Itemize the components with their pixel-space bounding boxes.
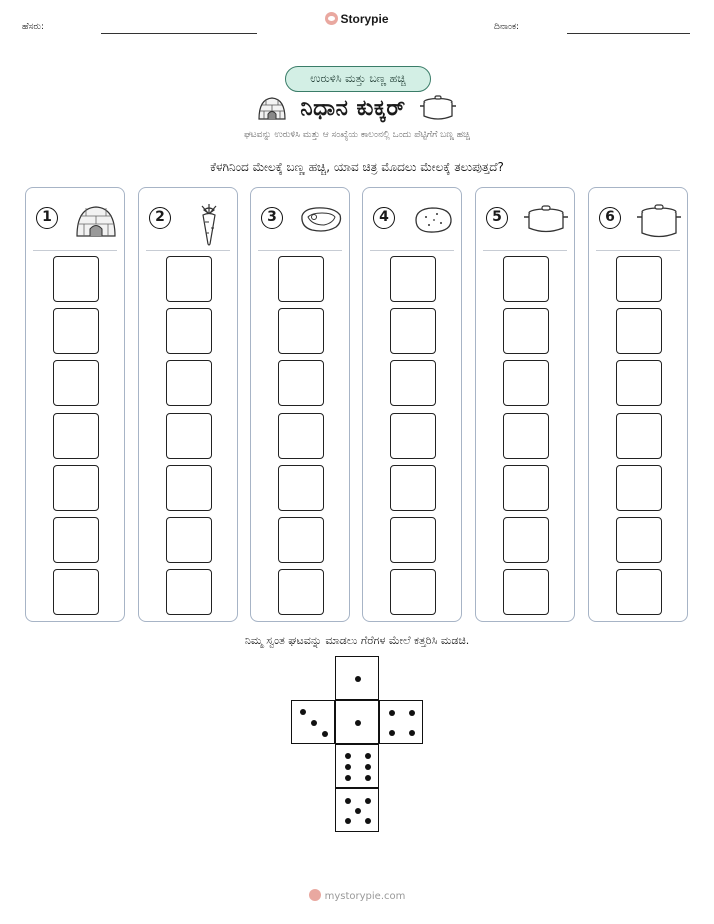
die-face-1 <box>335 656 379 700</box>
color-box[interactable] <box>503 517 549 563</box>
color-box[interactable] <box>166 256 212 302</box>
die-face-1 <box>335 700 379 744</box>
potato-icon <box>408 202 458 238</box>
color-box[interactable] <box>616 360 662 406</box>
die-face-3 <box>291 700 335 744</box>
column-3 <box>250 187 350 622</box>
color-box[interactable] <box>390 256 436 302</box>
footer-url[interactable]: mystorypie.com <box>324 891 406 902</box>
color-box[interactable] <box>278 465 324 511</box>
die-pip <box>409 730 415 736</box>
column-1 <box>25 187 125 622</box>
color-box[interactable] <box>166 308 212 354</box>
color-box[interactable] <box>390 360 436 406</box>
footer <box>0 889 714 902</box>
brand-logo <box>0 12 714 26</box>
color-box[interactable] <box>166 413 212 459</box>
stock-pot-icon <box>634 202 684 238</box>
color-box[interactable] <box>53 569 99 615</box>
color-box[interactable] <box>390 465 436 511</box>
color-box[interactable] <box>616 256 662 302</box>
color-box[interactable] <box>278 256 324 302</box>
color-box[interactable] <box>503 413 549 459</box>
color-box[interactable] <box>503 360 549 406</box>
brand-name: Storypie <box>340 12 389 26</box>
die-pip <box>389 730 395 736</box>
color-box[interactable] <box>166 465 212 511</box>
name-label: ಹೆಸರು: <box>22 22 45 32</box>
column-number: 5 <box>486 207 508 229</box>
column-number: 3 <box>261 207 283 229</box>
date-label: ದಿನಾಂಕ: <box>494 22 520 32</box>
column-divider <box>483 250 567 251</box>
storypie-footer-icon <box>309 889 321 901</box>
column-6 <box>588 187 688 622</box>
column-5 <box>475 187 575 622</box>
die-pip <box>365 818 371 824</box>
die-pip <box>345 753 351 759</box>
column-divider <box>33 250 117 251</box>
carrot-icon <box>184 202 234 238</box>
color-box[interactable] <box>278 360 324 406</box>
column-divider <box>146 250 230 251</box>
column-divider <box>370 250 454 251</box>
color-box[interactable] <box>53 308 99 354</box>
color-box[interactable] <box>278 517 324 563</box>
die-instruction: ನಿಮ್ಮ ಸ್ವಂತ ಘಟವನ್ನು ಮಾಡಲು ಗೆರೆಗಳ ಮೇಲೆ ಕತ್ತರಿಸಿ ಮಡಚಿ. <box>244 634 470 647</box>
die-pip <box>322 731 328 737</box>
color-box[interactable] <box>616 517 662 563</box>
column-divider <box>596 250 680 251</box>
color-box[interactable] <box>616 465 662 511</box>
die-face-6 <box>335 744 379 788</box>
die-pip <box>389 710 395 716</box>
column-number: 2 <box>149 207 171 229</box>
activity-badge: ಉರುಳಿಸಿ ಮತ್ತು ಬಣ್ಣ ಹಚ್ಚಿ <box>285 66 431 92</box>
die-pip <box>365 775 371 781</box>
die-pip <box>345 764 351 770</box>
color-box[interactable] <box>166 517 212 563</box>
date-field[interactable] <box>567 33 690 34</box>
color-box[interactable] <box>616 413 662 459</box>
name-field[interactable] <box>101 33 257 34</box>
column-number: 6 <box>599 207 621 229</box>
color-box[interactable] <box>53 465 99 511</box>
color-box[interactable] <box>166 569 212 615</box>
die-pip <box>365 753 371 759</box>
die-pip <box>345 798 351 804</box>
color-box[interactable] <box>53 517 99 563</box>
color-box[interactable] <box>53 360 99 406</box>
color-box[interactable] <box>278 308 324 354</box>
die-pip <box>355 676 361 682</box>
die-face-4 <box>379 700 423 744</box>
color-box[interactable] <box>390 517 436 563</box>
igloo-icon <box>71 202 121 238</box>
column-divider <box>258 250 342 251</box>
die-pip <box>365 764 371 770</box>
color-box[interactable] <box>503 256 549 302</box>
color-box[interactable] <box>390 413 436 459</box>
color-box[interactable] <box>503 465 549 511</box>
instructions-subtitle: ಘಟವನ್ನು ಉರುಳಿಸಿ ಮತ್ತು ಆ ಸಂಖ್ಯೆಯ ಕಾಲಂನಲ್ಲಿ ಒಂದು ಪೆಟ್ಟಿಗೆಗೆ ಬಣ್ಣ ಹಚ್ಚಿ <box>244 130 470 140</box>
color-box[interactable] <box>390 569 436 615</box>
die-pip <box>311 720 317 726</box>
die-pip <box>355 720 361 726</box>
color-box[interactable] <box>53 413 99 459</box>
die-face-5 <box>335 788 379 832</box>
column-number: 1 <box>36 207 58 229</box>
stock-pot-title-icon <box>419 94 457 122</box>
color-box[interactable] <box>503 308 549 354</box>
color-box[interactable] <box>503 569 549 615</box>
color-box[interactable] <box>278 413 324 459</box>
die-pip <box>300 709 306 715</box>
casserole-pot-icon <box>521 202 571 238</box>
color-box[interactable] <box>53 256 99 302</box>
die-pip <box>345 775 351 781</box>
color-box[interactable] <box>616 308 662 354</box>
die-pip <box>409 710 415 716</box>
color-box[interactable] <box>166 360 212 406</box>
igloo-icon <box>257 95 287 121</box>
die-pip <box>365 798 371 804</box>
column-4 <box>362 187 462 622</box>
color-box[interactable] <box>390 308 436 354</box>
storypie-logo-icon <box>325 12 338 25</box>
column-number: 4 <box>373 207 395 229</box>
page-title: ನಿಧಾನ ಕುಕ್ಕರ್ <box>300 95 406 121</box>
column-2 <box>138 187 238 622</box>
die-pip <box>355 808 361 814</box>
color-box[interactable] <box>278 569 324 615</box>
die-pip <box>345 818 351 824</box>
title-row <box>0 94 714 126</box>
steak-icon <box>296 202 346 238</box>
color-box[interactable] <box>616 569 662 615</box>
question-text: ಕೆಳಗಿನಿಂದ ಮೇಲಕ್ಕೆ ಬಣ್ಣ ಹಚ್ಚಿ, ಯಾವ ಚಿತ್ರ ಮೊದಲು ಮೇಲಕ್ಕೆ ತಲುಪುತ್ತದೆ? <box>210 160 504 174</box>
